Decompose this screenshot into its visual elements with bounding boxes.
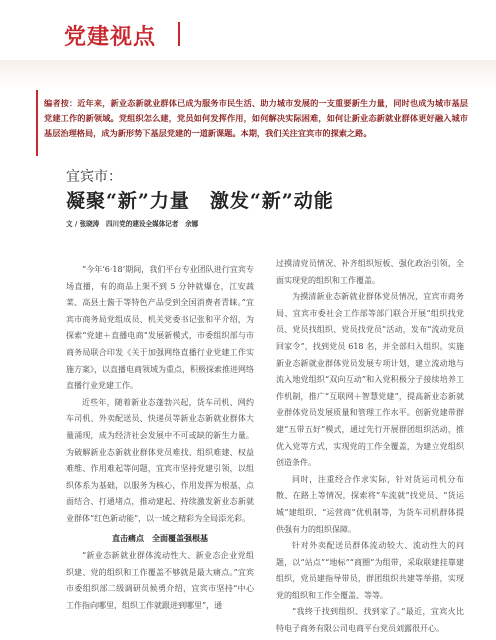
article-column-right [276,256,464,638]
section-subhead: 直击痛点 全面覆盖强根基 [112,532,208,543]
editor-note-rule [36,90,38,156]
body-paragraph: 过摸清党员情况、补齐组织短板、强化政治引领，全面实现党的组织和工作覆盖。 [276,259,464,285]
article-kicker: 宜宾市： [66,169,122,185]
page-header [0,0,496,92]
body-paragraph: “我终于找到组织、找到家了。”最近，宜宾火比特电子商务有限公司电商平台党员刘露很开心。 [276,607,464,634]
article-column-left [66,262,254,614]
title-divider [178,22,180,46]
body-paragraph: 为摸清新业态新就业群体党员情况，宜宾市商务局、宜宾市委社会工作部等部门联合开展“组织找党员、党员找组织、党员找党员”活动，发布“流动党员回家令”，找到党员 618 名，并全部归入组织。实施新业态新就业群体党员发展专项计划，建立流动地与流入地党组织“双向互动”和入党积极分子接续培养工作机制，推广“互联网＋智慧党建”，提高新业态新就业群体党员发展质量和管理工作水平。创新党建带群建“五带五好”模式，通过先行开展群团组织活动，推优入党等方式，实现党的工作全覆盖，为建立党组织创造条件。 [276,292,464,468]
article-byline: 文 / 张晓涛 四川党的建设全媒体记者 余娜 [66,220,199,228]
editor-note: 编者按：近年来，新业态新就业群体已成为服务市民生活、助力城市发展的一支重要新生力量，同时也成为城市基层党建工作的新领域。党组织怎么建，党员如何发挥作用，如何解决实际困难，如何让新业态新就业群体更好融入城市基层治理格局，成为新形势下基层党建的一道新课题。本期，我们关注宜宾市的探索之路。 [44,98,468,138]
header-band [0,60,496,90]
body-paragraph: 针对外卖配送员群体流动较大、流动性大的问题，以“站点”“地标”“商圈”为组带，采取联建挂靠建组织，党员建指导带员，群团组织共建等举措，实现党的组织和工作全覆盖、等等。 [276,541,464,600]
body-paragraph: 近些年，随着新业态蓬勃兴起，货车司机、网约车司机、外卖配送员、快递员等新业态新就业群体大量涌现，成为经济社会发展中不可或缺的新生力量。为破解新业态新就业群体党员难找、组织难建、权益难维、作用难起等问题，宜宾市坚持党建引领，以组织体系为基础，以服务为核心，作用发挥为根基，点面结合、打通堵点，推动建起、持续激发新业态新就业群体“红色新动能”，以一域之精彩为全局添光彩。 [66,397,254,523]
article-title: 凝聚“新”力量 激发“新”动能 [66,190,334,212]
body-paragraph: “新业态新就业群体流动性大、新业态企业党组织建、党的组织和工作覆盖不够就是最大痛点。”宜宾市委组织部二级调研员候勇介绍，宜宾市坚持“中心工作指向哪里，组织工作就跟进到哪里”，通 [66,551,254,610]
body-paragraph: “今年‘6·18’期间，我们平台专业团队进行宜宾专场直播，有的商品上架不到 5 分钟就爆仓，江安蔬菜、高县土酱于等特色产品受到全国消费者青睐。”宜宾市商务局党组成员、机关党委书记张和平介绍，为探索“党建＋直播电商”发展新模式，市委组织部与市商务局联合印发《关于加强网络直播行业党建工作实施方案》，以直播电商领域为重点，积极探索推进网络直播行业党建工作。 [66,265,254,391]
body-paragraph: 同时，注重经合作求实际，针对货运司机分布散、在路上等情况，探索将“车流就”找党员、“货运城”建组织、“运营商”优机制等，为货车司机群体提供强有力的组织保障。 [276,474,464,534]
section-title: 党建视点 [64,25,157,50]
